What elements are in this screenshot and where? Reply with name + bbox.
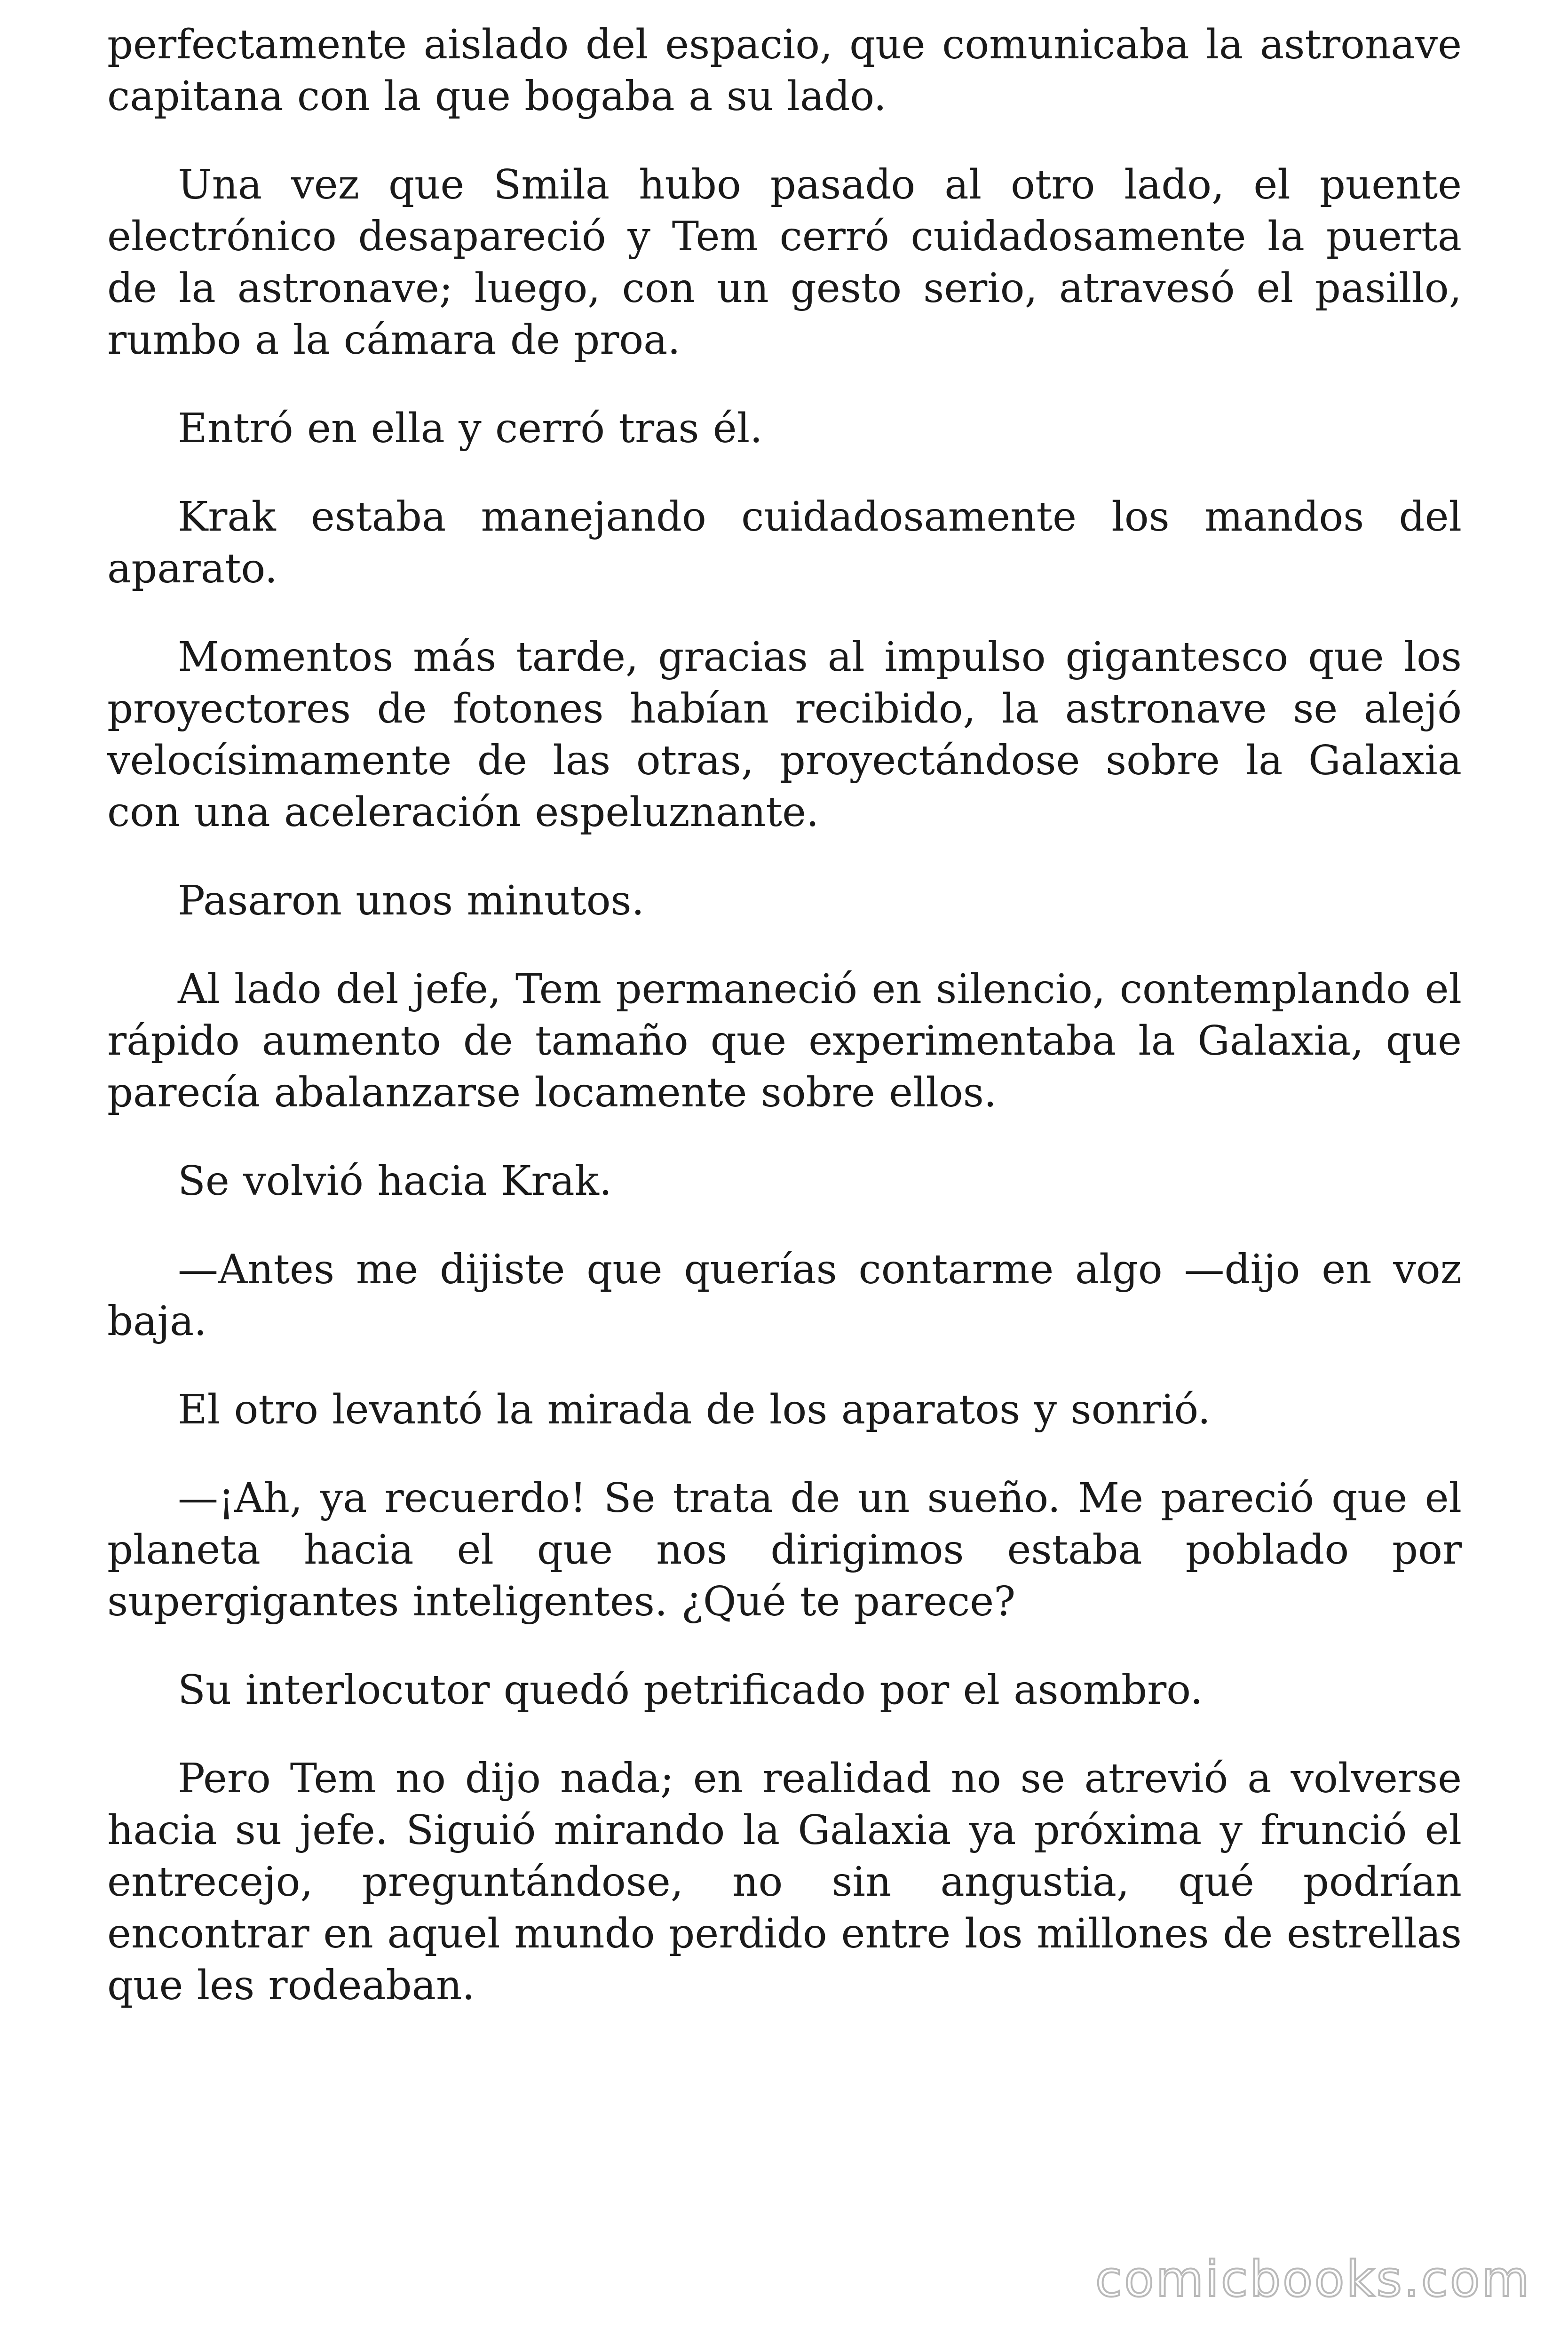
page-text bbox=[107, 19, 1462, 2011]
paragraph-asombro: Su interlocutor quedó petrificado por el asombro. bbox=[178, 1667, 1203, 1714]
paragraph-minutos: Pasaron unos minutos. bbox=[178, 877, 644, 924]
paragraph-continued: perfectamente aislado del espacio, que comunicaba la astronave capitana con la que bogaba a su lado. bbox=[107, 21, 1462, 120]
dialogue-sueno: —¡Ah, ya recuerdo! Se trata de un sueño. Me pareció que el planeta hacia el que nos dirigimos estaba poblado por supergigantes inteligentes. ¿Qué te parece? bbox=[107, 1475, 1462, 1625]
dialogue-antes: —Antes me dijiste que querías contarme algo —dijo en voz baja. bbox=[107, 1246, 1462, 1345]
paragraph-volvio: Se volvió hacia Krak. bbox=[178, 1158, 612, 1205]
paragraph-final: Pero Tem no dijo nada; en realidad no se atrevió a volverse hacia su jefe. Siguió mirando la Galaxia ya próxima y frunció el entrecejo, preguntándose, no sin angustia, qué podrían encontrar en aquel mundo perdido entre los millones de estrellas que les rodeaban. bbox=[107, 1755, 1462, 2009]
paragraph-entro: Entró en ella y cerró tras él. bbox=[178, 405, 763, 452]
paragraph-krak-mandos: Krak estaba manejando cuidadosamente los mandos del aparato. bbox=[107, 493, 1462, 592]
paragraph-galaxia: Al lado del jefe, Tem permaneció en silencio, contemplando el rápido aumento de tamaño que experimentaba la Galaxia, que parecía abalanzarse locamente sobre ellos. bbox=[107, 966, 1462, 1116]
paragraph-sonrio: El otro levantó la mirada de los aparatos y sonrió. bbox=[178, 1386, 1211, 1433]
watermark: comicbooks.com bbox=[1095, 2250, 1531, 2308]
paragraph-puente-electronico: Una vez que Smila hubo pasado al otro lado, el puente electrónico desapareció y Tem cerró cuidadosamente la puerta de la astronave; luego, con un gesto serio, atravesó el pasillo, rumbo a la cámara de proa. bbox=[107, 161, 1462, 364]
paragraph-aceleracion: Momentos más tarde, gracias al impulso gigantesco que los proyectores de fotones habían recibido, la astronave se alejó velocísimamente de las otras, proyectándose sobre la Galaxia con una aceleración espeluznante. bbox=[107, 634, 1462, 836]
